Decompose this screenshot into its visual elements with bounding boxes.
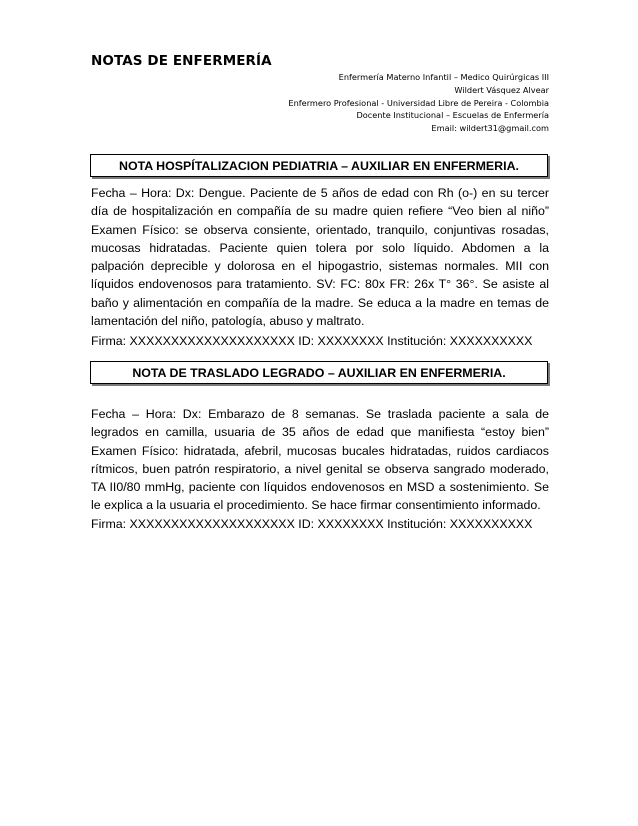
body-line: líquidos endovenosos para tratamiento. SV: FC: 80x FR: 26x T° 36°. Se asiste al xyxy=(91,277,549,292)
author-info xyxy=(149,71,549,135)
signature-line-hospitalizacion: Firma: XXXXXXXXXXXXXXXXXXXX ID: XXXXXXXX Institución: XXXXXXXXXX xyxy=(91,334,533,348)
author-position: Docente Institucional – Escuelas de Enfermería xyxy=(356,110,549,121)
author-name: Wildert Vásquez Alvear xyxy=(454,84,549,95)
section-body-traslado xyxy=(91,405,549,515)
body-line: le explica a la usuaria el procedimiento. Se hace firmar consentimiento informado. xyxy=(91,498,541,513)
body-line: baño y alimentación en compañía de la madre. Se educa a la madre en temas de xyxy=(91,295,549,310)
body-line: Fecha – Hora: Dx: Embarazo de 8 semanas. Se traslada paciente a sala de xyxy=(91,407,549,421)
body-line: Examen Físico: hidratada, afebril, mucosas bucales hidratadas, ruidos cardiacos xyxy=(91,443,549,458)
body-line: Examen Físico: se observa consiente, orientado, tranquilo, conjuntivas rosadas, xyxy=(91,222,549,237)
signature-line-traslado: Firma: XXXXXXXXXXXXXXXXXXXX ID: XXXXXXXX Institución: XXXXXXXXXX xyxy=(91,517,533,531)
body-line: legrados en camilla, usuaria de 35 años de edad que manifiesta “estoy bien” xyxy=(91,425,549,440)
author-email: Email: wildert31@gmail.com xyxy=(431,123,549,134)
body-line: TA II0/80 mmHg, paciente con líquidos endovenosos en MSD a sostenimiento. Se xyxy=(91,480,549,495)
document-title: NOTAS DE ENFERMERÍA xyxy=(91,53,272,69)
body-line: lamentación del niño, patología, abuso y maltrato. xyxy=(91,314,365,329)
section-heading-hospitalizacion: NOTA HOSPÍTALIZACION PEDIATRIA – AUXILIAR EN ENFERMERIA. xyxy=(90,154,548,177)
author-title: Enfermero Profesional - Universidad Libre de Pereira - Colombia xyxy=(288,97,549,108)
body-line: mucosas hidratadas. Paciente quien tolera por solo líquido. Abdomen a la xyxy=(91,240,549,255)
author-course: Enfermería Materno Infantil – Medico Quirúrgicas III xyxy=(338,72,549,82)
body-line: Fecha – Hora: Dx: Dengue. Paciente de 5 años de edad con Rh (o-) en su tercer xyxy=(91,186,549,200)
body-line: palpación deprecible y dolorosa en el hipogastrio, sistemas normales. MII con xyxy=(91,259,549,274)
section-heading-traslado: NOTA DE TRASLADO LEGRADO – AUXILIAR EN ENFERMERIA. xyxy=(90,361,548,384)
section-body-hospitalizacion xyxy=(91,184,549,330)
body-line: día de hospitalización en compañía de su madre quien refiere “Veo bien al niño” xyxy=(91,204,549,219)
body-line: rítmicos, buen patrón respiratorio, a nivel genital se observa sangrado moderado, xyxy=(91,461,549,476)
